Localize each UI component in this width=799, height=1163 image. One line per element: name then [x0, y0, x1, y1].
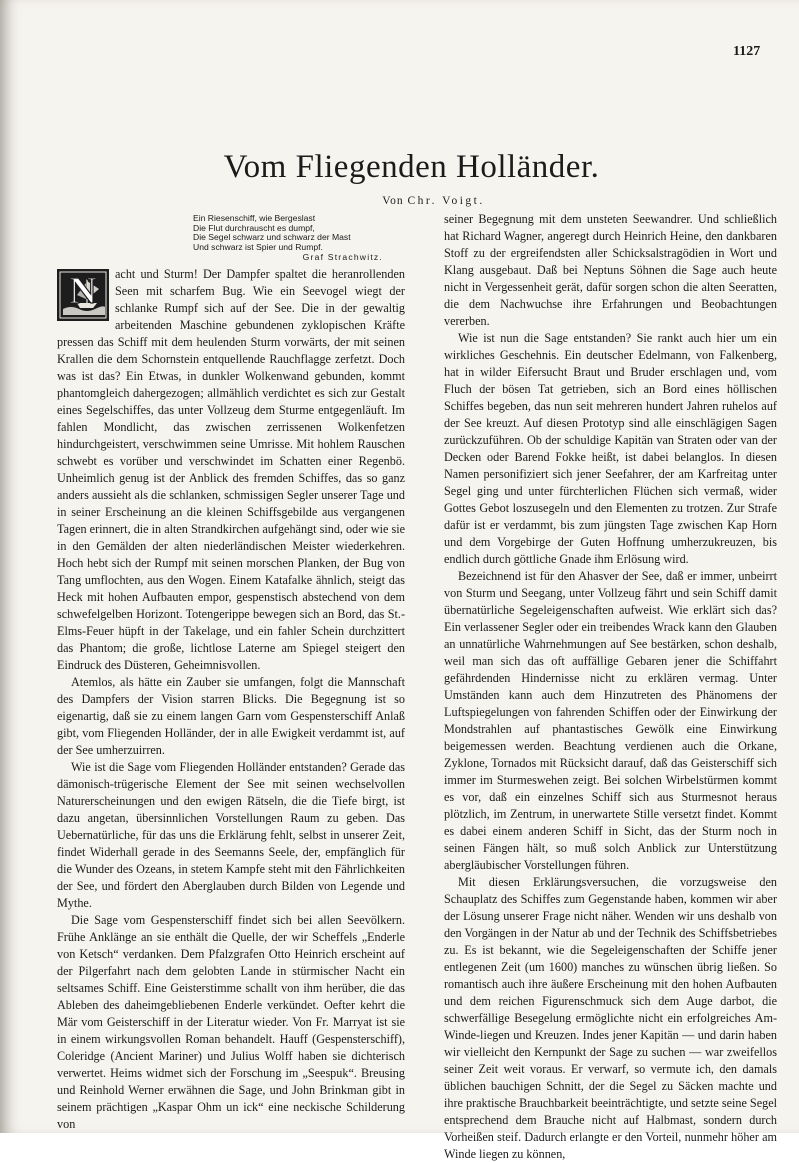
motto	[193, 214, 383, 263]
page-number: 1127	[733, 44, 761, 59]
ship-dropcap-icon	[57, 269, 109, 321]
motto-line: Die Flut durchrauscht es dumpf,	[193, 222, 315, 233]
first-paragraph-text: acht und Sturm! Der Dampfer spaltet die heranrollenden Seen mit scharfem Bug. Wie ein Seevogel wiegt der schlanke Rumpf sich auf der See. Die in der gewaltig arbeitenden Maschine gebundenen zyklopischen Kräfte pressen das Schiff mit dem heulenden Sturm vorwärts, der mit seinen Krallen die dem Schornstein entquellende Rauchflagge zerfetzt. Doch was ist das? Ein Etwas, in dunkler Wolkenwand gebunden, kommt phantomgleich dahergezogen; allmählich verdichtet es sich zur Gestalt eines Segelschiffes, das unter Vollzeug dem Sturme entgegenläuft. Im fahlen Mondlicht, das zwischen zerrissenen Wolkenfetzen hindurchgeistert, verschwimmen seine Umrisse. Mit hohlem Rauschen schwebt es vorüber und verschwindet im Schatten einer Regenbö. Unheimlich genug ist der Anblick des fremden Schiffes, das so ganz anders aussieht als die schlanken, schmissigen Segler unserer Tage und in seiner Erscheinung an die kleinen Schiffsgebilde aus vergangenen Tagen erinnert, die in alten Strandkirchen aufgehängt sind, oder wie sie in den Gemälden der alten niederländischen Meister wiederkehren. Hoch hebt sich der Rumpf mit seinen morschen Planken, der Bug von Tang umflochten, aus den Wogen. Einem Katafalke ähnlich, steigt das Heck mit hohen Aufbauten empor, gespenstisch abstechend von dem schwefelgelben Horizont. Totengerippe bewegen sich an Bord, das St.-Elms-Feuer hüpft in der Takelage, und ein fahler Schein durchzittert das Phantom; die große, lichtlose Laterne am Spiegel steigert den Eindruck des Düsteren, Geheimnisvollen.	[57, 266, 405, 672]
motto-line: Ein Riesenschiff, wie Bergeslast	[193, 213, 316, 223]
byline-author: Chr. Voigt.	[407, 195, 485, 207]
motto-line: Die Segel schwarz und schwarz der Mast	[193, 232, 351, 243]
paragraph: Bezeichnend ist für den Ahasver der See, daß er immer, unbeirrt von Sturm und Seegang, unter Vollzeug fährt und sein Schiff damit übernatürliche Segeleigenschaften aufweist. Wie erklärt sich das? Ein verlassener Segler oder ein treibendes Wrack kann den Glauben an unnatürliche Wahrnehmungen auf See bestärken, schon deshalb, weil man sich das oft auffällige Gebaren jener die Schiffahrt gefährdenden Hindernisse nicht zu erklären vermag. Unter Umständen kann auch dem Hinzutreten des Phänomens der Luftspiegelungen von fahrenden Schiffen oder der Einwirkung der Mondstrahlen auf phantastisches Gewölk eine Einwirkung beigemessen werden. Beachtung verdienen auch die Orkane, Zyklone, Tornados mit Rücksicht darauf, daß das Geisterschiff sich immer im Sturmeswehen zeigt. Bei solchen Wirbelstürmen kommt es vor, daß ein einzelnes Schiff sich aus Sturmesnot heraus plötzlich, im Zentrum, in unerwartete Stille versetzt findet. Kommt es dabei einem anderen Schiff in Sicht, das der Sturm noch in seinen Fängen hält, so muß solch Anblick zur Unterstützung abergläubischer Vorstellungen führen.	[444, 569, 777, 872]
paragraph: Wie ist die Sage vom Fliegenden Holländer entstanden? Gerade das dämonisch-trügerische Element der See mit seinen wechselvollen Naturerscheinungen und den ewigen Rätseln, die die Tiefe birgt, ist dazu angetan, übersinnlichen Vorstellungen Raum zu geben. Das Uebernatürliche, für das uns die Erklärung fehlt, selbst in unserer Zeit, findet Widerhall gerade in des Seemanns Seele, der, empfänglich für die Wunder des Ozeans, in stetem Kampfe steht mit den Fährlichkeiten der See, und fördert den Aberglauben durch Bilden von Legende und Mythe.	[57, 759, 405, 910]
motto-author: Graf Strachwitz.	[302, 251, 383, 262]
paragraph	[57, 266, 405, 674]
byline-prefix: Von	[382, 195, 404, 207]
dropcap-letter: N	[69, 269, 97, 312]
paragraph: Atemlos, als hätte ein Zauber sie umfangen, folgt die Mannschaft des Dampfers der Vision starren Blicks. Die Begegnung ist so eigenartig, daß sie zu einem langen Garn vom Gespensterschiff Anlaß gibt, vom Fliegenden Holländer, der in alle Ewigkeit verdammt ist, auf der See umherzuirren.	[57, 674, 405, 757]
left-column-body	[57, 266, 405, 1133]
left-column	[57, 212, 405, 1133]
paragraph: Wie ist nun die Sage entstanden? Sie rankt auch hier um ein wirkliches Geschehnis. Ein deutscher Edelmann, von Falkenberg, hat in wilder Eifersucht Braut und Bruder erschlagen und, vom Fluch der bösen Tat getrieben, sich an Bord eines höllischen Schiffes begeben, das nun seit mehreren hundert Jahren ruhelos auf der See kreuzt. Auf diesen Prototyp sind alle einschlägigen Sagen zurückzuführen. Ob der schuldige Kapitän van Straten oder van der Decken oder Barend Fokke heißt, ist dabei belanglos. In diesen Namen personifiziert sich jener Seefahrer, der am Karfreitag unter Segel ging und unter fürchterlichen Flüchen sich vermaß, wider Gottes Gebot loszusegeln und den Elementen zu trotzen. Zur Strafe dafür ist er verdammt, bis zum jüngsten Tage zwischen Kap Horn und dem Vorgebirge der Guten Hoffnung umherzukreuzen, bis endlich durch göttliche Gnade ihm Erlösung wird.	[444, 331, 777, 566]
right-column	[444, 211, 777, 1163]
paragraph: seiner Begegnung mit dem unsteten Seewandrer. Und schließlich hat Richard Wagner, angeregt durch Heinrich Heine, den dankbaren Stoff zu der ergreifendsten aller Schicksalstragödien in Wort und Klang ausgebaut. Daß bei Neptuns Söhnen die Sage auch heute nicht in Vergessenheit gerät, dafür sorgen schon die alten Seeratten, die dem Nachwuchse ihre Erfahrungen und Beobachtungen vererben.	[444, 212, 777, 328]
paragraph: Mit diesen Erklärungsversuchen, die vorzugsweise den Schauplatz des Schiffes zum Gegenstande haben, kommen wir aber der Lösung unserer Frage nicht näher. Wenden wir uns deshalb von den Vorgängen in der Natur ab und der Technik des Schiffsbetriebes zu. Es ist bekannt, wie die Segeleigenschaften der Schiffe jener entlegenen Zeit (um 1600) manches zu wünschen übrig ließen. So romantisch auch ihre äußere Erscheinung mit den hohen Aufbauten und dem reichen Figurenschmuck sich dem Auge darbot, die schwerfällige Besegelung ermöglichte nicht ein erfolgreiches Am-Winde-liegen und Kreuzen. Indes jener Kapitän — und darin haben wir vielleicht den Kernpunkt der Sage zu suchen — war zweifellos seiner Zeit weit voraus. Er verwarf, so vermute ich, den damals üblichen bauchigen Schnitt, der die Segel zu Säcken machte und ihre praktische Brauchbarkeit beeinträchtigte, und setzte seine Segel entsprechend dem Brauche nicht auf Halbmast, sondern durch Vorheißen steif. Dadurch erlangte er den Vorteil, nunmehr höher am Winde liegen zu können,	[444, 875, 777, 1161]
article-title: Vom Fliegenden Holländer.	[223, 149, 600, 185]
byline	[34, 195, 799, 207]
motto-line: Und schwarz ist Spier und Rumpf.	[193, 242, 323, 253]
right-column-body	[444, 211, 777, 1163]
paragraph: Die Sage vom Gespensterschiff findet sich bei allen Seevölkern. Frühe Anklänge an sie enthält die Quelle, der wir Scheffels „Enderle von Ketsch“ verdanken. Dem Pfalzgrafen Otto Heinrich erscheint auf der Pilgerfahrt nach dem gelobten Lande in stürmischer Nacht ein seltsames Schiff. Eine Geisterstimme schallt von ihm herüber, die das Ableben des daheimgebliebenen Enderle verkündet. Oefter kehrt die Mär vom Geisterschiff in der Literatur wieder. Von Fr. Marryat ist sie in einem wirkungsvollen Roman behandelt. Hauff (Gespensterschiff), Coleridge (Ancient Mariner) und Julius Wolff haben sie dichterisch verwertet. Heims widmet sich der Forschung im „Seespuk“. Breusing und Reinhold Werner erwähnen die Sage, und John Brinkman gibt in seinem prächtigen „Kaspar Ohm un ick“ eine neckische Schilderung von	[57, 912, 405, 1131]
